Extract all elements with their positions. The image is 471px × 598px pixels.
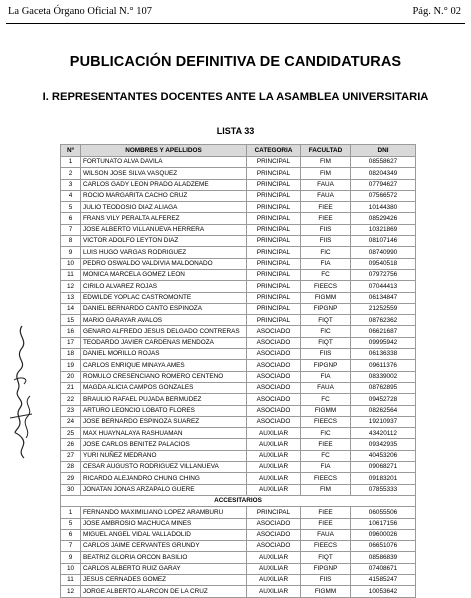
row-category: ASOCIADO <box>247 360 301 371</box>
row-dni: 08204349 <box>351 168 416 179</box>
row-number: 21 <box>61 382 81 393</box>
row-name: ARTURO LEONCIO LOBATO FLORES <box>81 405 247 416</box>
row-dni: 08107146 <box>351 236 416 247</box>
row-category: PRINCIPAL <box>247 190 301 201</box>
row-name: LUIS HUGO VARGAS RODRIGUEZ <box>81 247 247 258</box>
row-name: MAX HUAYNALAYA RASHUAMAN <box>81 428 247 439</box>
col-faculty: FACULTAD <box>301 145 351 157</box>
table-row <box>61 236 416 247</box>
table-row <box>61 213 416 224</box>
row-faculty: FIC <box>301 247 351 258</box>
row-faculty: FIEECS <box>301 281 351 292</box>
row-number: 10 <box>61 563 81 574</box>
list-number: LISTA 33 <box>216 126 255 136</box>
row-dni: 07855333 <box>351 484 416 495</box>
row-number: 8 <box>61 236 81 247</box>
table-row <box>61 462 416 473</box>
row-faculty: FIQT <box>301 552 351 563</box>
table-row <box>61 473 416 484</box>
row-dni: 08762895 <box>351 382 416 393</box>
row-number: 22 <box>61 394 81 405</box>
row-faculty: FIA <box>301 258 351 269</box>
row-category: PRINCIPAL <box>247 258 301 269</box>
row-name: JOSE BERNARDO ESPINOZA SUAREZ <box>81 416 247 427</box>
row-number: 1 <box>61 507 81 518</box>
row-dni: 08740990 <box>351 247 416 258</box>
row-number: 17 <box>61 337 81 348</box>
row-name: FRANS VILY PERALTA ALFEREZ <box>81 213 247 224</box>
row-dni: 40453206 <box>351 450 416 461</box>
table-row <box>61 382 416 393</box>
row-name: FORTUNATO ALVA DAVILA <box>81 157 247 168</box>
row-dni: 09183201 <box>351 473 416 484</box>
row-faculty: FAUA <box>301 179 351 190</box>
row-dni: 06055506 <box>351 507 416 518</box>
row-dni: 10617156 <box>351 518 416 529</box>
page-title: PUBLICACIÓN DEFINITIVA DE CANDIDATURAS <box>69 54 402 70</box>
row-category: ASOCIADO <box>247 518 301 529</box>
candidates-table <box>60 144 416 598</box>
row-number: 11 <box>61 574 81 585</box>
row-name: CARLOS JAIME CERVANTES GRUNDY <box>81 541 247 552</box>
row-number: 6 <box>61 213 81 224</box>
row-name: BRAULIO RAFAEL PUJADA BERMUDEZ <box>81 394 247 405</box>
table-row <box>61 428 416 439</box>
table-row <box>61 439 416 450</box>
row-dni: 09540518 <box>351 258 416 269</box>
row-dni: 08558627 <box>351 157 416 168</box>
row-dni: 08262564 <box>351 405 416 416</box>
row-category: ASOCIADO <box>247 529 301 540</box>
row-dni: 08529426 <box>351 213 416 224</box>
row-category: ASOCIADO <box>247 541 301 552</box>
row-faculty: FIEECS <box>301 541 351 552</box>
row-category: ASOCIADO <box>247 326 301 337</box>
table-row <box>61 179 416 190</box>
row-number: 12 <box>61 586 81 597</box>
row-number: 14 <box>61 303 81 314</box>
table-row <box>61 202 416 213</box>
row-dni: 10144380 <box>351 202 416 213</box>
table-row <box>61 326 416 337</box>
row-faculty: FC <box>301 269 351 280</box>
table-row <box>61 552 416 563</box>
row-dni: 06651076 <box>351 541 416 552</box>
table-row <box>61 303 416 314</box>
row-faculty: FIGMM <box>301 405 351 416</box>
row-category: ASOCIADO <box>247 382 301 393</box>
row-number: 26 <box>61 439 81 450</box>
row-name: GENARO ALFREDO JESUS DELGADO CONTRERAS <box>81 326 247 337</box>
accesitarios-label: ACCESITARIOS <box>61 495 416 506</box>
table-row <box>61 450 416 461</box>
table-row <box>61 281 416 292</box>
row-faculty: FIIS <box>301 236 351 247</box>
row-category: AUXILIAR <box>247 552 301 563</box>
row-category: PRINCIPAL <box>247 202 301 213</box>
table-row <box>61 416 416 427</box>
row-dni: 07972756 <box>351 269 416 280</box>
row-number: 7 <box>61 224 81 235</box>
row-name: RICARDO ALEJANDRO CHUNG CHING <box>81 473 247 484</box>
row-name: FERNANDO MAXIMILIANO LOPEZ ARAMBURU <box>81 507 247 518</box>
row-faculty: FAUA <box>301 382 351 393</box>
row-category: ASOCIADO <box>247 337 301 348</box>
row-number: 19 <box>61 360 81 371</box>
row-dni: 08762362 <box>351 315 416 326</box>
row-dni: 06136338 <box>351 349 416 360</box>
col-dni: DNI <box>351 145 416 157</box>
row-name: JULIO TEODOSIO DIAZ ALIAGA <box>81 202 247 213</box>
row-category: PRINCIPAL <box>247 179 301 190</box>
row-name: MARIO GARAYAR AVALOS <box>81 315 247 326</box>
row-name: JESUS CERNADES GOMEZ <box>81 574 247 585</box>
row-number: 25 <box>61 428 81 439</box>
row-dni: 07044413 <box>351 281 416 292</box>
row-number: 20 <box>61 371 81 382</box>
row-name: DANIEL BERNARDO CANTO ESPINOZA <box>81 303 247 314</box>
row-number: 18 <box>61 349 81 360</box>
table-row <box>61 541 416 552</box>
col-number: Nº <box>61 145 81 157</box>
row-faculty: FIPGNP <box>301 563 351 574</box>
row-category: PRINCIPAL <box>247 168 301 179</box>
row-dni: 09600026 <box>351 529 416 540</box>
row-number: 2 <box>61 168 81 179</box>
row-name: MIGUEL ANGEL VIDAL VALLADOLID <box>81 529 247 540</box>
row-category: ASOCIADO <box>247 349 301 360</box>
row-dni: 10321869 <box>351 224 416 235</box>
table-row <box>61 292 416 303</box>
row-dni: 07794627 <box>351 179 416 190</box>
table-row <box>61 507 416 518</box>
table-body <box>61 157 416 598</box>
row-faculty: FIM <box>301 157 351 168</box>
row-name: CESAR AUGUSTO RODRIGUEZ VILLANUEVA <box>81 462 247 473</box>
row-dni: 06134847 <box>351 292 416 303</box>
row-faculty: FAUA <box>301 529 351 540</box>
row-faculty: FIQT <box>301 315 351 326</box>
row-faculty: FIC <box>301 326 351 337</box>
row-faculty: FIEECS <box>301 473 351 484</box>
row-category: PRINCIPAL <box>247 281 301 292</box>
row-category: ASOCIADO <box>247 371 301 382</box>
row-number: 10 <box>61 258 81 269</box>
row-number: 23 <box>61 405 81 416</box>
table-row <box>61 360 416 371</box>
row-category: PRINCIPAL <box>247 157 301 168</box>
row-name: JOSE AMBROSIO MACHUCA MINES <box>81 518 247 529</box>
row-number: 3 <box>61 179 81 190</box>
page-number: Pág. N.° 02 <box>412 6 461 17</box>
row-category: ASOCIADO <box>247 394 301 405</box>
row-number: 27 <box>61 450 81 461</box>
row-dni: 10053642 <box>351 586 416 597</box>
table-row <box>61 563 416 574</box>
signature-image <box>2 318 38 468</box>
row-faculty: FIA <box>301 462 351 473</box>
table-row <box>61 269 416 280</box>
row-name: ROCIO MARGARITA CACHO CRUZ <box>81 190 247 201</box>
row-faculty: FIPGNP <box>301 303 351 314</box>
section-row <box>61 495 416 506</box>
page-header <box>0 6 471 20</box>
row-faculty: FIM <box>301 168 351 179</box>
row-number: 11 <box>61 269 81 280</box>
row-dni: 06621687 <box>351 326 416 337</box>
table-row <box>61 247 416 258</box>
row-number: 9 <box>61 247 81 258</box>
row-faculty: FIIS <box>301 224 351 235</box>
row-category: PRINCIPAL <box>247 236 301 247</box>
row-category: AUXILIAR <box>247 439 301 450</box>
row-faculty: FIC <box>301 428 351 439</box>
row-faculty: FIA <box>301 371 351 382</box>
row-category: PRINCIPAL <box>247 224 301 235</box>
row-number: 5 <box>61 518 81 529</box>
section-title: I. REPRESENTANTES DOCENTES ANTE LA ASAMBLEA UNIVERSITARIA <box>42 91 429 103</box>
row-dni: 41585247 <box>351 574 416 585</box>
header-divider <box>6 23 465 24</box>
row-category: AUXILIAR <box>247 462 301 473</box>
row-category: AUXILIAR <box>247 574 301 585</box>
row-dni: 09452728 <box>351 394 416 405</box>
row-name: CARLOS ENRIQUE MINAYA AMES <box>81 360 247 371</box>
table-row <box>61 405 416 416</box>
table-row <box>61 315 416 326</box>
row-dni: 21252559 <box>351 303 416 314</box>
row-number: 13 <box>61 292 81 303</box>
row-category: AUXILIAR <box>247 586 301 597</box>
row-name: WILSON JOSE SILVA VASQUEZ <box>81 168 247 179</box>
row-number: 5 <box>61 202 81 213</box>
row-dni: 09995942 <box>351 337 416 348</box>
row-name: CARLOS ALBERTO RUIZ GARAY <box>81 563 247 574</box>
table-row <box>61 337 416 348</box>
row-name: CIRILO ALVAREZ ROJAS <box>81 281 247 292</box>
table-row <box>61 349 416 360</box>
row-name: ROMULO CRESENCIANO ROMERO CENTENO <box>81 371 247 382</box>
row-faculty: FIEECS <box>301 416 351 427</box>
row-name: VICTOR ADOLFO LEYTON DIAZ <box>81 236 247 247</box>
row-category: AUXILIAR <box>247 484 301 495</box>
row-number: 4 <box>61 190 81 201</box>
row-category: PRINCIPAL <box>247 292 301 303</box>
row-dni: 09068271 <box>351 462 416 473</box>
row-faculty: FIPGNP <box>301 360 351 371</box>
row-number: 6 <box>61 529 81 540</box>
table-row <box>61 529 416 540</box>
col-names: NOMBRES Y APELLIDOS <box>81 145 247 157</box>
row-faculty: FIM <box>301 484 351 495</box>
row-category: AUXILIAR <box>247 473 301 484</box>
table-row <box>61 258 416 269</box>
row-faculty: FC <box>301 450 351 461</box>
row-dni: 43420112 <box>351 428 416 439</box>
row-faculty: FIIS <box>301 349 351 360</box>
row-number: 1 <box>61 157 81 168</box>
row-faculty: FC <box>301 394 351 405</box>
row-number: 24 <box>61 416 81 427</box>
table-row <box>61 394 416 405</box>
row-category: PRINCIPAL <box>247 213 301 224</box>
row-category: ASOCIADO <box>247 416 301 427</box>
row-category: AUXILIAR <box>247 563 301 574</box>
table-row <box>61 586 416 597</box>
row-number: 16 <box>61 326 81 337</box>
row-name: MONICA MARCELA GOMEZ LEON <box>81 269 247 280</box>
row-name: YURI NUÑEZ MEDRANO <box>81 450 247 461</box>
row-name: EDWILDE YOPLAC CASTROMONTE <box>81 292 247 303</box>
row-faculty: FIEE <box>301 439 351 450</box>
row-name: TEODARDO JAVIER CARDENAS MENDOZA <box>81 337 247 348</box>
row-faculty: FIGMM <box>301 292 351 303</box>
row-dni: 19210937 <box>351 416 416 427</box>
row-faculty: FIEE <box>301 518 351 529</box>
table-row <box>61 190 416 201</box>
row-faculty: FIEE <box>301 202 351 213</box>
row-dni: 09342935 <box>351 439 416 450</box>
row-number: 29 <box>61 473 81 484</box>
row-faculty: FIGMM <box>301 586 351 597</box>
row-category: PRINCIPAL <box>247 507 301 518</box>
row-faculty: FIQT <box>301 337 351 348</box>
row-dni: 09611376 <box>351 360 416 371</box>
table-row <box>61 224 416 235</box>
table-header-row <box>61 145 416 157</box>
gazette-name: La Gaceta Órgano Oficial N.° 107 <box>8 6 152 17</box>
row-dni: 07408671 <box>351 563 416 574</box>
row-name: JONATAN JONAS ARZAPALO GUERE <box>81 484 247 495</box>
row-name: CARLOS GADY LEON PRADO ALADZEME <box>81 179 247 190</box>
table-row <box>61 168 416 179</box>
row-name: JOSE CARLOS BENITEZ PALACIOS <box>81 439 247 450</box>
table-row <box>61 157 416 168</box>
row-category: PRINCIPAL <box>247 247 301 258</box>
row-category: ASOCIADO <box>247 405 301 416</box>
row-name: DANIEL MORILLO ROJAS <box>81 349 247 360</box>
row-dni: 08339002 <box>351 371 416 382</box>
table-row <box>61 574 416 585</box>
row-number: 9 <box>61 552 81 563</box>
row-dni: 08586839 <box>351 552 416 563</box>
row-name: PEDRO OSWALDO VALDIVIA MALDONADO <box>81 258 247 269</box>
row-faculty: FIIS <box>301 574 351 585</box>
row-dni: 07566572 <box>351 190 416 201</box>
row-name: JORGE ALBERTO ALARCON DE LA CRUZ <box>81 586 247 597</box>
row-number: 15 <box>61 315 81 326</box>
row-category: PRINCIPAL <box>247 303 301 314</box>
table-row <box>61 484 416 495</box>
row-faculty: FIEE <box>301 507 351 518</box>
row-name: JOSE ALBERTO VILLANUEVA HERRERA <box>81 224 247 235</box>
row-number: 28 <box>61 462 81 473</box>
row-number: 30 <box>61 484 81 495</box>
table-row <box>61 371 416 382</box>
row-category: PRINCIPAL <box>247 315 301 326</box>
row-category: AUXILIAR <box>247 428 301 439</box>
row-name: MAGDA ALICIA CAMPOS GONZALES <box>81 382 247 393</box>
row-number: 7 <box>61 541 81 552</box>
row-name: BEATRIZ GLORIA ORCON BASILIO <box>81 552 247 563</box>
row-number: 12 <box>61 281 81 292</box>
table-row <box>61 518 416 529</box>
col-category: CATEGORIA <box>247 145 301 157</box>
row-category: AUXILIAR <box>247 450 301 461</box>
row-category: PRINCIPAL <box>247 269 301 280</box>
row-faculty: FAUA <box>301 190 351 201</box>
row-faculty: FIEE <box>301 213 351 224</box>
